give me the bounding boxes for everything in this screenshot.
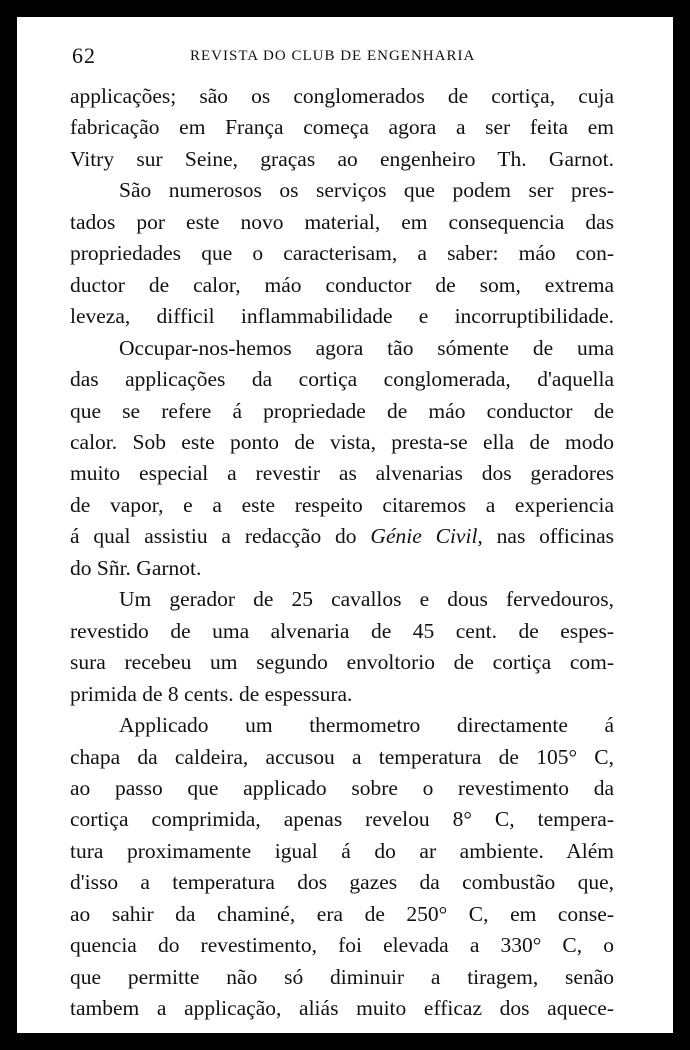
text-segment: á qual assistiu a redacção do	[70, 524, 357, 549]
paragraph-5	[70, 710, 614, 1025]
text-line-with-italic	[70, 521, 614, 552]
text-line: revestido de uma alvenaria de 45 cent. de espes-	[70, 618, 614, 643]
text-line: chapa da caldeira, accusou a temperatura de 105° C,	[70, 744, 614, 769]
running-title: REVISTA DO CLUB DE ENGENHARIA	[190, 48, 476, 64]
text-line: fabricação em França começa agora a ser feita em	[70, 115, 614, 140]
paragraph-3	[70, 333, 614, 585]
text-line: muito especial a revestir as alvenarias dos geradores	[70, 461, 614, 486]
text-line: das applicações da cortiça conglomerada, d'aquella	[70, 367, 614, 392]
text-line: ao passo que applicado sobre o revestimento da	[70, 775, 614, 800]
text-line: ao sahir da chaminé, era de 250° C, em conse-	[70, 901, 614, 926]
text-line: Um gerador de 25 cavallos e dous fervedouros,	[119, 587, 614, 612]
page-header	[72, 43, 627, 73]
paragraph-4	[70, 584, 614, 710]
body-text	[70, 81, 614, 1025]
italic-publication-title: Génie Civil,	[370, 524, 483, 549]
paragraph-2	[70, 175, 614, 332]
text-line: São numerosos os serviços que podem ser pres-	[119, 178, 614, 203]
text-line: ductor de calor, máo conductor de som, extrema	[70, 272, 614, 297]
text-line: que permitte não só diminuir a tiragem, senão	[70, 964, 614, 989]
text-line: do Sñr. Garnot.	[70, 555, 202, 580]
book-page	[17, 17, 673, 1033]
text-line: sura recebeu um segundo envoltorio de cortiça com-	[70, 650, 614, 675]
text-line: leveza, difficil inflammabilidade e incorruptibilidade.	[70, 304, 614, 329]
text-line: Applicado um thermometro directamente á	[119, 713, 614, 738]
text-line: primida de 8 cents. de espessura.	[70, 681, 353, 706]
text-line: Vitry sur Seine, graças ao engenheiro Th. Garnot.	[70, 146, 614, 171]
text-line: Occupar-nos-hemos agora tão sómente de uma	[119, 335, 614, 360]
text-line: cortiça comprimida, apenas revelou 8° C, tempera-	[70, 807, 614, 832]
text-line: que se refere á propriedade de máo conductor de	[70, 398, 614, 423]
text-line: propriedades que o caracterisam, a saber: máo con-	[70, 241, 614, 266]
text-line: applicações; são os conglomerados de cortiça, cuja	[70, 84, 614, 108]
text-line: d'isso a temperatura dos gazes da combustão que,	[70, 870, 614, 895]
page-number: 62	[72, 43, 96, 68]
text-line: quencia do revestimento, foi elevada a 330° C, o	[70, 933, 614, 958]
text-line: de vapor, e a este respeito citaremos a experiencia	[70, 492, 614, 517]
text-line: calor. Sob este ponto de vista, presta-se ella de modo	[70, 429, 614, 454]
paragraph-1	[70, 81, 614, 175]
text-line: tados por este novo material, em consequencia das	[70, 209, 614, 234]
text-segment: nas officinas	[496, 524, 615, 549]
text-line: tambem a applicação, aliás muito efficaz dos aquece-	[70, 996, 614, 1021]
text-line: tura proximamente igual á do ar ambiente. Além	[70, 838, 614, 863]
